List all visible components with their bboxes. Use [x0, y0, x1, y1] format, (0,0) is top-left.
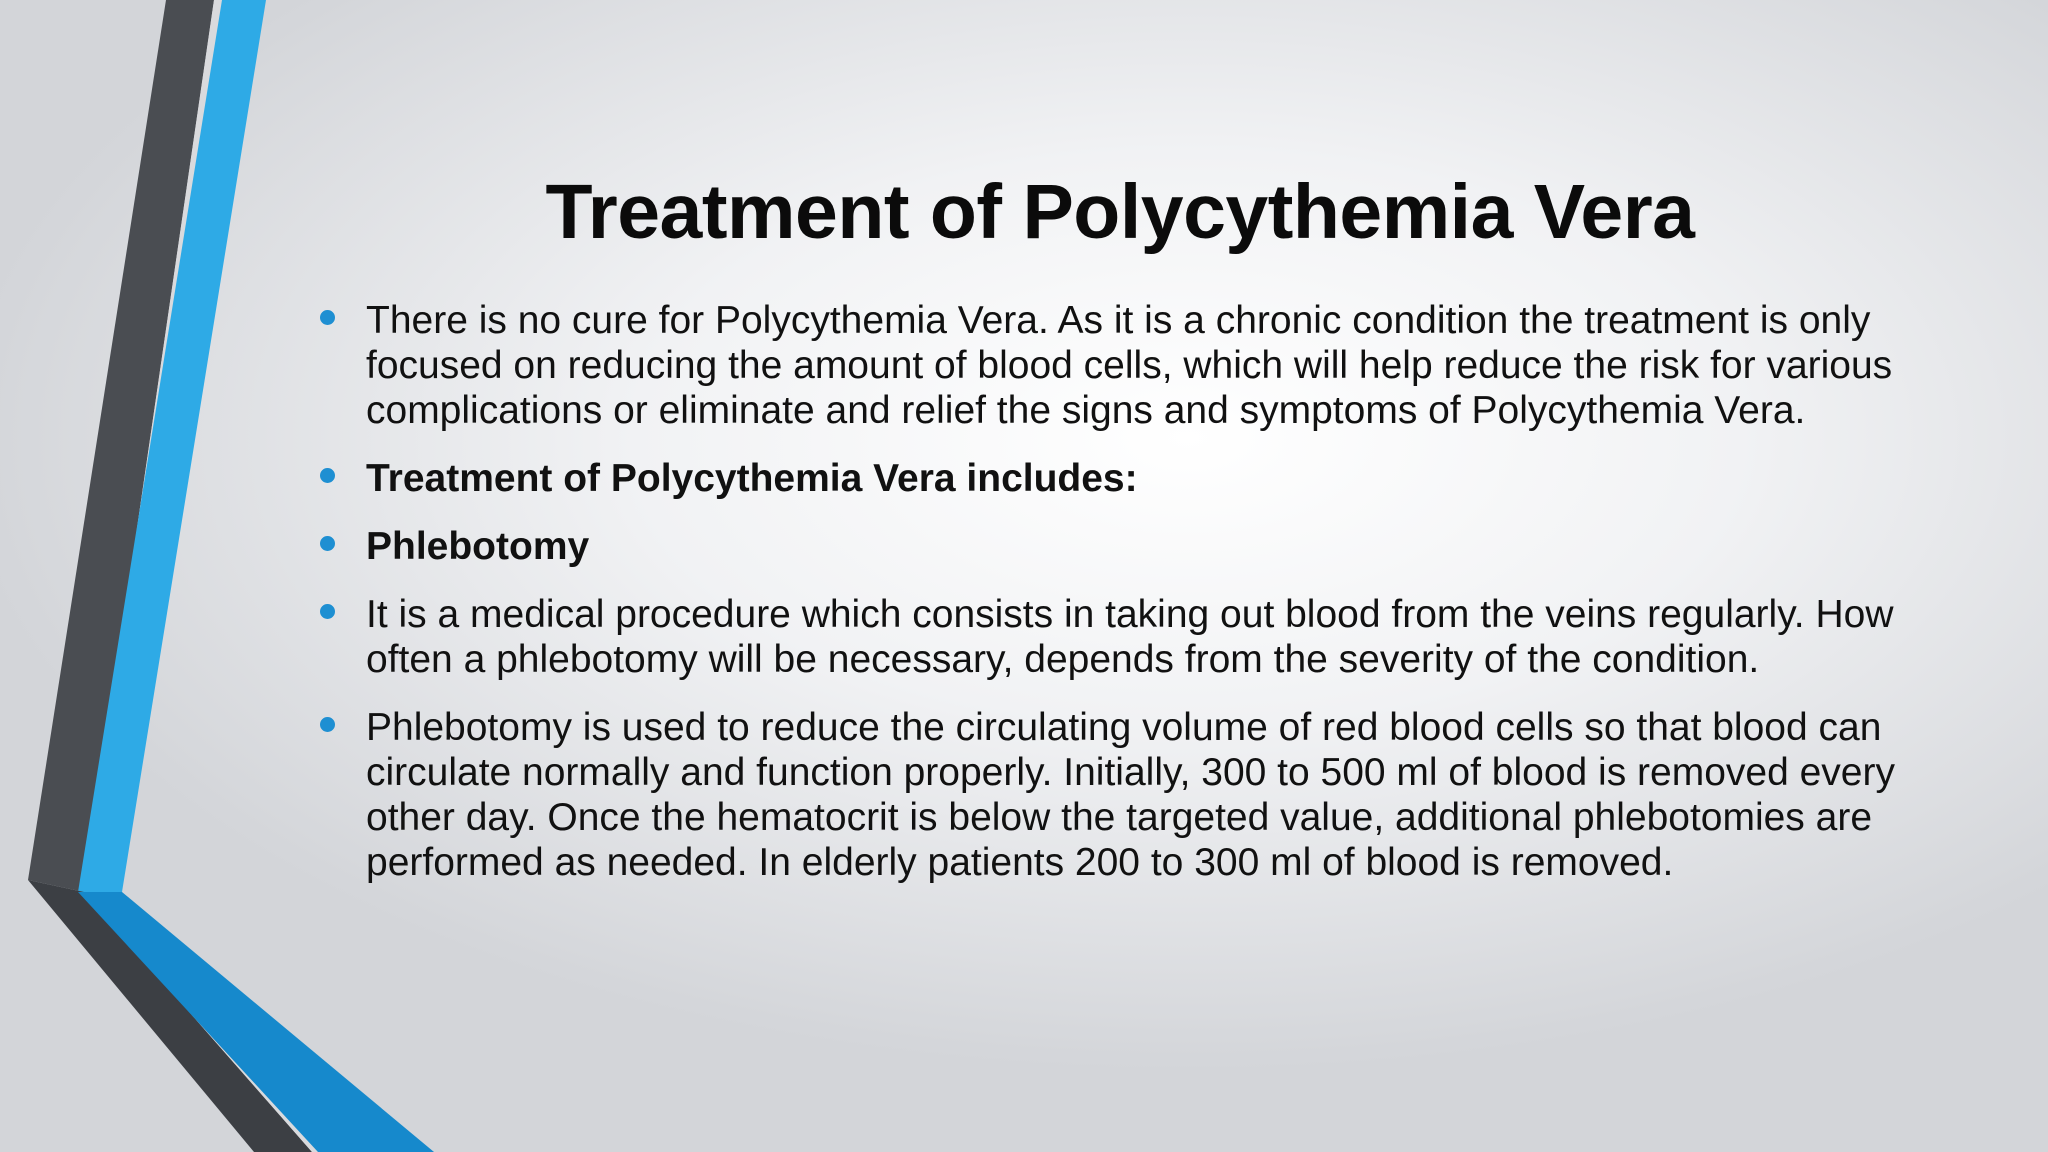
bullet-dot-icon: [320, 717, 335, 732]
blue-stripe-upper: [78, 0, 266, 892]
bullet-item: [316, 705, 1956, 885]
bullet-text: Phlebotomy: [366, 525, 590, 568]
bullet-item: [316, 524, 1956, 569]
bullet-text: Phlebotomy is used to reduce the circulating volume of red blood cells so that blood can circulate normally and function properly. Initially, 300 to 500 ml of blood is removed every other day. Once the hematocrit is below the targeted value, additional phlebotomies are performed as needed. In elderly patients 200 to 300 ml of blood is removed.: [366, 706, 1895, 884]
bullet-item: [316, 592, 1956, 682]
bullet-dot-icon: [320, 536, 335, 551]
bullet-dot-icon: [320, 468, 335, 483]
bullet-text: There is no cure for Polycythemia Vera. As it is a chronic condition the treatment is only focused on reducing the amount of blood cells, which will help reduce the risk for various complications or eliminate and relief the signs and symptoms of Polycythemia Vera.: [366, 299, 1893, 432]
bullet-text: It is a medical procedure which consists in taking out blood from the veins regularly. How often a phlebotomy will be necessary, depends from the severity of the condition.: [366, 593, 1894, 681]
dark-stripe-upper: [28, 0, 214, 892]
blue-stripe-lower: [78, 892, 434, 1152]
dark-stripe-lower: [28, 880, 312, 1152]
bullet-text: Treatment of Polycythemia Vera includes:: [366, 457, 1138, 500]
bullet-item: [316, 298, 1956, 433]
bullet-list: [316, 298, 1956, 908]
bullet-dot-icon: [320, 310, 335, 325]
bullet-item: [316, 456, 1956, 501]
light-stripe-lower: [84, 892, 318, 1152]
slide-title: Treatment of Polycythemia Vera: [545, 169, 1695, 255]
bullet-dot-icon: [320, 604, 335, 619]
light-stripe-upper: [84, 0, 222, 892]
